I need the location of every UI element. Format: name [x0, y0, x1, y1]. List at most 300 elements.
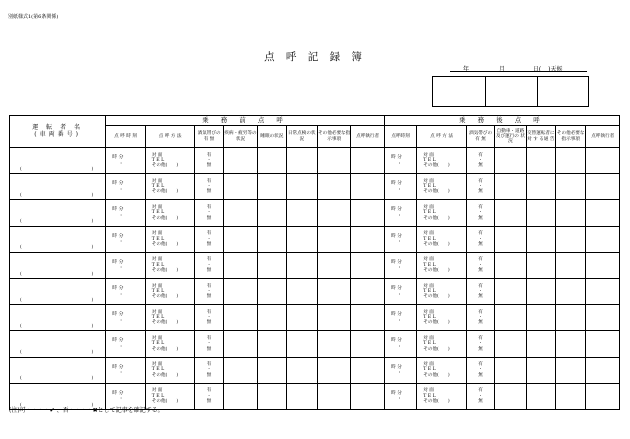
entry-cell[interactable] — [586, 331, 620, 357]
entry-cell[interactable] — [495, 174, 526, 200]
entry-cell[interactable] — [586, 357, 620, 383]
form-id: 別紙様式1(第6条関係) — [8, 14, 59, 20]
paren-close: ) — [91, 245, 94, 251]
time-colon: : — [120, 396, 122, 402]
entry-cell[interactable] — [495, 226, 526, 252]
alcohol-option: ・ — [206, 341, 212, 347]
entry-cell[interactable] — [526, 383, 555, 409]
entry-cell[interactable] — [586, 383, 620, 409]
method-other-close: ) — [176, 267, 179, 273]
entry-cell[interactable] — [556, 331, 586, 357]
paren-open: ( — [20, 376, 22, 382]
method-other-close: ) — [176, 215, 179, 221]
time-cell[interactable] — [106, 174, 146, 200]
table-row — [10, 278, 620, 304]
method-other-close: ) — [447, 346, 450, 352]
method-face: 対 面 — [423, 205, 434, 211]
method-cell[interactable] — [417, 305, 467, 331]
alcohol-option: 無 — [206, 346, 212, 352]
time-label: 時 分 — [390, 390, 402, 396]
alcohol-option: 有 — [478, 335, 483, 341]
alcohol-option: 有 — [478, 178, 483, 184]
entry-cell[interactable] — [351, 252, 384, 278]
entry-cell[interactable] — [495, 278, 526, 304]
method-other — [417, 216, 466, 221]
method-cell[interactable] — [145, 226, 195, 252]
paren-close: ) — [91, 402, 94, 408]
time-cell[interactable] — [106, 278, 146, 304]
time-cell[interactable] — [384, 174, 416, 200]
paren-open: ( — [20, 166, 22, 172]
method-other-close: ) — [447, 320, 450, 326]
paren-close: ) — [91, 324, 94, 330]
method-face: 対 面 — [151, 178, 163, 184]
entry-cell[interactable] — [223, 357, 257, 383]
entry-cell[interactable] — [556, 357, 586, 383]
entry-cell[interactable] — [526, 357, 555, 383]
alcohol-option: ・ — [206, 236, 212, 242]
time-cell[interactable] — [106, 148, 146, 174]
driver-name-cell[interactable] — [10, 252, 106, 278]
time-label: 時 分 — [390, 259, 402, 265]
entry-cell[interactable] — [317, 357, 350, 383]
method-face: 対 面 — [151, 283, 163, 289]
time-cell[interactable] — [384, 226, 416, 252]
entry-cell[interactable] — [556, 174, 586, 200]
entry-cell[interactable] — [317, 383, 350, 409]
alcohol-cell[interactable] — [466, 226, 494, 252]
paren-close: ) — [91, 271, 94, 277]
time-label: 時 分 — [112, 364, 124, 370]
before-col-header: 疾病・疲労等の状況 — [223, 126, 257, 148]
alcohol-option: 無 — [478, 320, 483, 326]
after-col-header: 自動車・道路及び運行の 状 況 — [495, 126, 526, 148]
alcohol-option: 有 — [206, 178, 212, 184]
method-other-label: その他( — [423, 267, 439, 273]
entry-cell[interactable] — [317, 305, 350, 331]
entry-cell[interactable] — [586, 305, 620, 331]
method-other-label: その他( — [423, 215, 439, 221]
entry-cell[interactable] — [586, 252, 620, 278]
alcohol-option: 無 — [478, 163, 483, 169]
entry-cell[interactable] — [223, 148, 257, 174]
page-title: 点 呼 記 録 簿 — [264, 51, 366, 63]
alcohol-option: ・ — [478, 341, 483, 347]
after-col-header: 点 呼 方 法 — [417, 126, 467, 148]
entry-cell[interactable] — [586, 200, 620, 226]
entry-cell[interactable] — [351, 148, 384, 174]
alcohol-cell[interactable] — [466, 357, 494, 383]
method-other-close: ) — [176, 346, 179, 352]
entry-cell[interactable] — [286, 148, 317, 174]
method-cell[interactable] — [145, 174, 195, 200]
driver-name-cell[interactable] — [10, 200, 106, 226]
method-face: 対 面 — [423, 335, 434, 341]
alcohol-cell[interactable] — [466, 174, 494, 200]
time-cell[interactable] — [106, 357, 146, 383]
time-colon: : — [120, 239, 122, 245]
driver-name-cell[interactable] — [10, 278, 106, 304]
entry-cell[interactable] — [286, 226, 317, 252]
alcohol-cell[interactable] — [466, 252, 494, 278]
alcohol-option: 有 — [206, 205, 212, 211]
entry-cell[interactable] — [258, 357, 286, 383]
entry-cell[interactable] — [351, 383, 384, 409]
alcohol-option: 無 — [206, 294, 212, 300]
alcohol-option: 無 — [206, 267, 212, 273]
alcohol-cell[interactable] — [466, 305, 494, 331]
time-cell[interactable] — [106, 200, 146, 226]
alcohol-cell[interactable] — [195, 305, 223, 331]
method-cell[interactable] — [145, 252, 195, 278]
method-other — [417, 268, 466, 273]
method-other — [417, 294, 466, 299]
alcohol-option: 有 — [478, 388, 483, 394]
method-other — [146, 242, 195, 247]
method-other — [417, 320, 466, 325]
alcohol-option: 無 — [478, 346, 483, 352]
alcohol-option: 有 — [478, 205, 483, 211]
alcohol-option: 無 — [206, 241, 212, 247]
alcohol-cell[interactable] — [195, 331, 223, 357]
method-tel: T E L — [151, 184, 165, 190]
entry-cell[interactable] — [526, 252, 555, 278]
entry-cell[interactable] — [286, 357, 317, 383]
time-colon: : — [398, 186, 401, 192]
method-face: 対 面 — [151, 257, 163, 263]
time-cell[interactable] — [384, 331, 416, 357]
time-colon: : — [120, 317, 122, 323]
entry-cell[interactable] — [495, 357, 526, 383]
entry-cell[interactable] — [223, 331, 257, 357]
method-cell[interactable] — [417, 226, 467, 252]
entry-cell[interactable] — [495, 148, 526, 174]
before-col-header: 点呼執行者 — [351, 126, 384, 148]
time-colon: : — [398, 317, 401, 323]
method-cell[interactable] — [417, 383, 467, 409]
entry-cell[interactable] — [258, 305, 286, 331]
entry-cell[interactable] — [258, 331, 286, 357]
time-cell[interactable] — [106, 305, 146, 331]
entry-cell[interactable] — [556, 200, 586, 226]
alcohol-option: ・ — [478, 236, 483, 242]
driver-name-cell[interactable] — [10, 357, 106, 383]
alcohol-option: 有 — [206, 309, 212, 315]
entry-cell[interactable] — [286, 200, 317, 226]
alcohol-cell[interactable] — [466, 331, 494, 357]
time-colon: : — [398, 160, 401, 166]
time-cell[interactable] — [106, 226, 146, 252]
method-tel: T E L — [151, 262, 165, 268]
method-cell[interactable] — [417, 278, 467, 304]
method-cell[interactable] — [417, 174, 467, 200]
method-tel: T E L — [423, 341, 436, 347]
entry-cell[interactable] — [556, 278, 586, 304]
alcohol-cell[interactable] — [195, 148, 223, 174]
entry-cell[interactable] — [317, 252, 350, 278]
table-row — [10, 148, 620, 174]
alcohol-option: 無 — [206, 320, 212, 326]
method-face: 対 面 — [423, 362, 434, 368]
entry-cell[interactable] — [526, 226, 555, 252]
alcohol-option: ・ — [206, 367, 212, 373]
driver-name-cell[interactable] — [10, 305, 106, 331]
method-other-close: ) — [447, 215, 450, 221]
alcohol-option: ・ — [478, 262, 483, 268]
time-colon: : — [120, 186, 122, 192]
alcohol-cell[interactable] — [466, 383, 494, 409]
footer-note: (注)可・・・・✔ 、否・・・・✖として記事を確記する。 — [9, 407, 164, 414]
entry-cell[interactable] — [351, 331, 384, 357]
before-col-header: 睡眠の状況 — [258, 126, 286, 148]
driver-name-header — [10, 116, 106, 148]
entry-cell[interactable] — [526, 305, 555, 331]
driver-name-cell[interactable] — [10, 174, 106, 200]
time-label: 時 分 — [112, 390, 124, 396]
entry-cell[interactable] — [223, 200, 257, 226]
entry-cell[interactable] — [223, 278, 257, 304]
time-cell[interactable] — [384, 383, 416, 409]
entry-cell[interactable] — [351, 357, 384, 383]
method-tel: T E L — [151, 341, 165, 347]
alcohol-option: ・ — [478, 288, 483, 294]
method-other-close: ) — [176, 163, 179, 169]
entry-cell[interactable] — [526, 331, 555, 357]
stamp-boxes — [432, 76, 589, 107]
time-cell[interactable] — [106, 331, 146, 357]
entry-cell[interactable] — [286, 252, 317, 278]
paren-close: ) — [91, 166, 94, 172]
alcohol-option: ・ — [478, 315, 483, 321]
paren-open: ( — [20, 402, 22, 408]
time-cell[interactable] — [106, 252, 146, 278]
time-label: 時 分 — [390, 312, 402, 318]
method-other-label: その他( — [151, 398, 168, 404]
paren-open: ( — [20, 350, 22, 356]
entry-cell[interactable] — [223, 252, 257, 278]
time-colon: : — [398, 291, 401, 297]
paren-open: ( — [20, 324, 22, 330]
method-other-close: ) — [176, 372, 179, 378]
entry-cell[interactable] — [556, 148, 586, 174]
method-face: 対 面 — [151, 205, 163, 211]
alcohol-option: 有 — [478, 309, 483, 315]
entry-cell[interactable] — [351, 305, 384, 331]
method-tel: T E L — [423, 210, 436, 216]
method-tel: T E L — [423, 157, 436, 163]
entry-cell[interactable] — [286, 278, 317, 304]
entry-cell[interactable] — [317, 278, 350, 304]
entry-cell[interactable] — [223, 383, 257, 409]
alcohol-cell[interactable] — [195, 357, 223, 383]
entry-cell[interactable] — [495, 331, 526, 357]
time-cell[interactable] — [384, 278, 416, 304]
entry-cell[interactable] — [223, 226, 257, 252]
method-cell[interactable] — [417, 200, 467, 226]
method-other-close: ) — [176, 398, 179, 404]
entry-cell[interactable] — [351, 278, 384, 304]
date-month: 月 — [498, 66, 505, 73]
entry-cell[interactable] — [526, 200, 555, 226]
method-tel: T E L — [151, 288, 165, 294]
alcohol-cell[interactable] — [195, 252, 223, 278]
entry-cell[interactable] — [317, 148, 350, 174]
entry-cell[interactable] — [556, 226, 586, 252]
alcohol-cell[interactable] — [466, 200, 494, 226]
entry-cell[interactable] — [495, 252, 526, 278]
method-tel: T E L — [151, 315, 165, 321]
before-col-header: その他必要な指示事項 — [317, 126, 350, 148]
alcohol-cell[interactable] — [195, 174, 223, 200]
entry-cell[interactable] — [495, 200, 526, 226]
time-label: 時 分 — [390, 364, 402, 370]
time-cell[interactable] — [384, 148, 416, 174]
paren-close: ) — [91, 219, 94, 225]
method-cell[interactable] — [145, 305, 195, 331]
alcohol-option: 有 — [478, 362, 483, 368]
method-tel: T E L — [423, 262, 436, 268]
entry-cell[interactable] — [526, 148, 555, 174]
entry-cell[interactable] — [286, 331, 317, 357]
before-col-header: 点 呼 方 法 — [145, 126, 195, 148]
driver-name-cell[interactable] — [10, 226, 106, 252]
method-face: 対 面 — [151, 231, 163, 237]
table-row — [10, 252, 620, 278]
entry-cell[interactable] — [351, 174, 384, 200]
method-cell[interactable] — [145, 331, 195, 357]
method-face: 対 面 — [151, 388, 163, 394]
method-cell[interactable] — [417, 331, 467, 357]
alcohol-option: ・ — [206, 288, 212, 294]
time-cell[interactable] — [384, 357, 416, 383]
method-tel: T E L — [423, 236, 436, 242]
method-cell[interactable] — [417, 357, 467, 383]
method-other — [146, 189, 195, 194]
alcohol-option: 有 — [206, 257, 212, 263]
entry-cell[interactable] — [258, 200, 286, 226]
method-cell[interactable] — [145, 200, 195, 226]
method-other-label: その他( — [151, 241, 168, 247]
time-colon: : — [398, 343, 401, 349]
alcohol-cell[interactable] — [195, 383, 223, 409]
entry-cell[interactable] — [317, 331, 350, 357]
alcohol-cell[interactable] — [195, 200, 223, 226]
alcohol-cell[interactable] — [466, 148, 494, 174]
method-other-label: その他( — [423, 294, 439, 300]
entry-cell[interactable] — [317, 226, 350, 252]
entry-cell[interactable] — [586, 278, 620, 304]
entry-cell[interactable] — [223, 305, 257, 331]
entry-cell[interactable] — [586, 174, 620, 200]
entry-cell[interactable] — [317, 174, 350, 200]
method-other-label: その他( — [423, 346, 439, 352]
stamp-divider — [537, 77, 538, 106]
method-other — [146, 216, 195, 221]
method-tel: T E L — [423, 367, 436, 373]
method-other-label: その他( — [151, 163, 168, 169]
method-other-close: ) — [447, 267, 450, 273]
alcohol-cell[interactable] — [195, 226, 223, 252]
method-other-close: ) — [447, 163, 450, 169]
entry-cell[interactable] — [223, 174, 257, 200]
entry-cell[interactable] — [526, 174, 555, 200]
entry-cell[interactable] — [586, 148, 620, 174]
time-label: 時 分 — [390, 155, 402, 161]
time-cell[interactable] — [384, 200, 416, 226]
alcohol-option: ・ — [206, 315, 212, 321]
method-face: 対 面 — [423, 231, 434, 237]
table-row — [10, 200, 620, 226]
time-label: 時 分 — [112, 233, 124, 239]
method-tel: T E L — [151, 367, 165, 373]
method-cell[interactable] — [145, 357, 195, 383]
alcohol-option: ・ — [206, 184, 212, 190]
entry-cell[interactable] — [586, 226, 620, 252]
entry-cell[interactable] — [556, 252, 586, 278]
entry-cell[interactable] — [258, 226, 286, 252]
alcohol-option: 有 — [206, 283, 212, 289]
entry-cell[interactable] — [495, 383, 526, 409]
method-cell[interactable] — [417, 252, 467, 278]
method-other-label: その他( — [151, 320, 168, 326]
date-weekday: )天候 — [548, 66, 563, 73]
method-other-label: その他( — [151, 294, 168, 300]
alcohol-option: 有 — [206, 388, 212, 394]
time-label: 時 分 — [112, 259, 124, 265]
method-other-close: ) — [176, 320, 179, 326]
method-cell[interactable] — [417, 148, 467, 174]
alcohol-cell[interactable] — [466, 278, 494, 304]
time-colon: : — [398, 239, 401, 245]
method-cell[interactable] — [145, 148, 195, 174]
time-cell[interactable] — [384, 305, 416, 331]
entry-cell[interactable] — [258, 252, 286, 278]
method-face: 対 面 — [151, 309, 163, 315]
entry-cell[interactable] — [258, 148, 286, 174]
entry-cell[interactable] — [286, 174, 317, 200]
driver-name-cell[interactable] — [10, 331, 106, 357]
time-colon: : — [398, 265, 401, 271]
entry-cell[interactable] — [286, 305, 317, 331]
entry-cell[interactable] — [286, 383, 317, 409]
entry-cell[interactable] — [258, 278, 286, 304]
alcohol-cell[interactable] — [195, 278, 223, 304]
entry-cell[interactable] — [351, 226, 384, 252]
alcohol-option: ・ — [478, 184, 483, 190]
method-face: 対 面 — [151, 335, 163, 341]
driver-name-cell[interactable] — [10, 148, 106, 174]
method-other — [417, 242, 466, 247]
entry-cell[interactable] — [495, 305, 526, 331]
table-row — [10, 305, 620, 331]
entry-cell[interactable] — [351, 200, 384, 226]
entry-cell[interactable] — [317, 200, 350, 226]
time-label: 時 分 — [390, 233, 402, 239]
entry-cell[interactable] — [258, 174, 286, 200]
time-label: 時 分 — [390, 338, 402, 344]
entry-cell[interactable] — [556, 305, 586, 331]
entry-cell[interactable] — [258, 383, 286, 409]
time-cell[interactable] — [384, 252, 416, 278]
entry-cell[interactable] — [526, 278, 555, 304]
method-cell[interactable] — [145, 278, 195, 304]
before-col-header: 点 呼 時 刻 — [106, 126, 146, 148]
alcohol-option: 無 — [478, 372, 483, 378]
entry-cell[interactable] — [556, 383, 586, 409]
after-col-header: 点呼執行者 — [586, 126, 620, 148]
alcohol-option: 無 — [206, 189, 212, 195]
alcohol-option: ・ — [478, 393, 483, 399]
